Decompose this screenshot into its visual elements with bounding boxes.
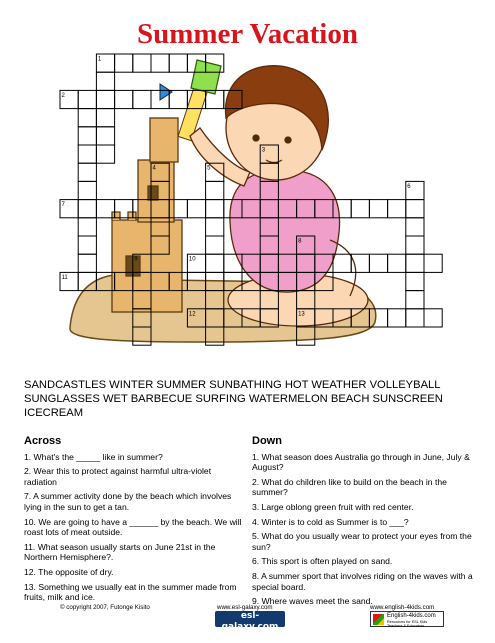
- grid-cell[interactable]: [206, 236, 224, 254]
- grid-cell[interactable]: [133, 327, 151, 345]
- grid-cell[interactable]: [151, 54, 169, 72]
- grid-cell[interactable]: [297, 254, 315, 272]
- down-clue: 8. A summer sport that involves riding on the waves with a special board.: [252, 570, 473, 592]
- across-clue: 7. A summer activity done by the beach which involves lying in the sun to get a tan.: [24, 491, 232, 512]
- grid-cell[interactable]: [260, 163, 278, 181]
- grid-number: 10: [188, 256, 196, 263]
- down-clue: 2. What do children like to build on the beach in the summer?: [252, 476, 447, 498]
- grid-cell[interactable]: [260, 291, 278, 309]
- grid-cell[interactable]: [424, 254, 442, 272]
- grid-cell[interactable]: [96, 72, 114, 90]
- grid-cell[interactable]: [224, 309, 242, 327]
- grid-number: 7: [61, 202, 65, 209]
- grid-cell[interactable]: [96, 272, 114, 290]
- grid-cell[interactable]: [78, 163, 96, 181]
- site-link-2[interactable]: www.english-4kids.com: [370, 604, 435, 611]
- grid-cell[interactable]: [206, 309, 224, 327]
- grid-cell[interactable]: [278, 254, 296, 272]
- grid-cell[interactable]: [351, 200, 369, 218]
- grid-cell[interactable]: [133, 272, 151, 290]
- across-clue: 1. What's the _____ like in summer?: [24, 451, 163, 462]
- grid-cell[interactable]: [133, 200, 151, 218]
- across-clue: 2. Wear this to protect against harmful ultra-violet radiation: [24, 466, 212, 487]
- grid-number: 5: [207, 165, 211, 172]
- grid-cell[interactable]: [260, 181, 278, 199]
- site-link-1[interactable]: www.esl-galaxy.com: [217, 604, 273, 611]
- grid-cell[interactable]: [369, 200, 387, 218]
- down-clue: 6. This sport is often played on sand.: [252, 556, 393, 567]
- grid-cell[interactable]: [151, 200, 169, 218]
- across-clue: 12. The opposite of dry.: [24, 566, 114, 577]
- grid-cell[interactable]: [406, 291, 424, 309]
- grid-cell[interactable]: [206, 54, 224, 72]
- grid-cell[interactable]: [151, 90, 169, 108]
- grid-cell[interactable]: [206, 200, 224, 218]
- down-clues: [252, 436, 474, 611]
- down-heading: Down: [252, 435, 282, 447]
- down-clue: 3. Large oblong green fruit with red center.: [252, 501, 414, 512]
- grid-cell[interactable]: [424, 309, 442, 327]
- grid-cell[interactable]: [206, 254, 224, 272]
- grid-cell[interactable]: [406, 309, 424, 327]
- grid-number: 8: [298, 238, 302, 245]
- down-clue: 5. What do you usually wear to protect your eyes from the sun?: [252, 531, 472, 552]
- grid-number: 12: [188, 311, 196, 318]
- grid-cell[interactable]: [187, 200, 205, 218]
- grid-cell[interactable]: [278, 272, 296, 290]
- grid-cell[interactable]: [187, 90, 205, 108]
- grid-cell[interactable]: [206, 291, 224, 309]
- grid-cell[interactable]: [96, 90, 114, 108]
- across-clues: [24, 436, 244, 607]
- grid-cell[interactable]: [115, 272, 133, 290]
- grid-cell[interactable]: [242, 200, 260, 218]
- grid-cell[interactable]: [260, 200, 278, 218]
- grid-cell[interactable]: [206, 272, 224, 290]
- grid-cell[interactable]: [169, 54, 187, 72]
- grid-cell[interactable]: [242, 254, 260, 272]
- across-heading: Across: [24, 435, 62, 447]
- grid-cell[interactable]: [78, 145, 96, 163]
- grid-cell[interactable]: [169, 200, 187, 218]
- logo-mark-icon: [373, 614, 384, 625]
- grid-cell[interactable]: [151, 218, 169, 236]
- grid-cell[interactable]: [351, 254, 369, 272]
- grid-cell[interactable]: [206, 181, 224, 199]
- grid-cell[interactable]: [297, 200, 315, 218]
- english-4kids-logo: English-4kids.com Resources for ESL Kids Teachers & Educators: [370, 611, 444, 627]
- grid-cell[interactable]: [388, 200, 406, 218]
- grid-cell[interactable]: [260, 218, 278, 236]
- grid-cell[interactable]: [115, 54, 133, 72]
- grid-cell[interactable]: [224, 200, 242, 218]
- grid-cell[interactable]: [78, 127, 96, 145]
- grid-cell[interactable]: [315, 254, 333, 272]
- grid-cell[interactable]: [169, 272, 187, 290]
- grid-cell[interactable]: [187, 54, 205, 72]
- grid-number: 4: [152, 165, 156, 172]
- grid-cell[interactable]: [260, 272, 278, 290]
- down-clue: 1. What season does Australia go through in June, July & August?: [252, 451, 470, 473]
- grid-cell[interactable]: [78, 90, 96, 108]
- grid-cell[interactable]: [78, 109, 96, 127]
- grid-cell[interactable]: [406, 218, 424, 236]
- grid-cell[interactable]: [78, 218, 96, 236]
- grid-cell[interactable]: [133, 309, 151, 327]
- grid-number: 9: [134, 256, 138, 263]
- grid-cell[interactable]: [96, 200, 114, 218]
- grid-number: 2: [61, 92, 65, 99]
- grid-cell[interactable]: [242, 272, 260, 290]
- esl-galaxy-logo: esl-galaxy.com ESL Teacher & Student Resources: [215, 611, 285, 627]
- grid-cell[interactable]: [388, 309, 406, 327]
- copyright-text: © copyright 2007, Futonge Kisito: [60, 604, 150, 611]
- grid-cell[interactable]: [369, 309, 387, 327]
- grid-cell[interactable]: [333, 254, 351, 272]
- grid-cell[interactable]: [96, 109, 114, 127]
- grid-cell[interactable]: [297, 291, 315, 309]
- grid-cell[interactable]: [151, 272, 169, 290]
- across-clue: 13. Something we usually eat in the summer made from fruits, milk and ice.: [24, 581, 237, 603]
- grid-number: 6: [407, 183, 411, 190]
- grid-cell[interactable]: [297, 327, 315, 345]
- grid-cell[interactable]: [260, 309, 278, 327]
- grid-cell[interactable]: [151, 236, 169, 254]
- across-clue: 11. What season usually starts on June 21st in the Northern Hemisphere?.: [24, 541, 216, 563]
- grid-cell[interactable]: [260, 236, 278, 254]
- grid-cell[interactable]: [133, 54, 151, 72]
- grid-cell[interactable]: [115, 90, 133, 108]
- grid-number: 11: [61, 274, 68, 281]
- grid-cell[interactable]: [78, 236, 96, 254]
- grid-cell[interactable]: [278, 200, 296, 218]
- grid-cell[interactable]: [96, 127, 114, 145]
- grid-cell[interactable]: [260, 254, 278, 272]
- grid-cell[interactable]: [333, 200, 351, 218]
- grid-cell[interactable]: [333, 309, 351, 327]
- page-title: Summer Vacation: [136, 18, 358, 50]
- grid-cell[interactable]: [351, 309, 369, 327]
- grid-cell[interactable]: [78, 254, 96, 272]
- grid-cell[interactable]: [406, 254, 424, 272]
- across-clue: 10. We are going to have a ______ by the beach. We will roast lots of meat outside.: [24, 516, 242, 538]
- grid-cell[interactable]: [133, 291, 151, 309]
- grid-cell[interactable]: [369, 254, 387, 272]
- grid-cell[interactable]: [315, 309, 333, 327]
- grid-cell[interactable]: [206, 327, 224, 345]
- grid-cell[interactable]: [206, 90, 224, 108]
- grid-cell[interactable]: [224, 90, 242, 108]
- grid-cell[interactable]: [297, 272, 315, 290]
- down-clue: 4. Winter is to cold as Summer is to ___?: [252, 516, 409, 527]
- grid-number: 13: [298, 311, 305, 318]
- word-bank: SANDCASTLES WINTER SUMMER SUNBATHING HOT WEATHER VOLLEYBALL SUNGLASSES WET BARBECUE SURFING WATERMELON BEACH SUNSCREEN ICECREAM: [24, 379, 443, 419]
- grid-cell[interactable]: [224, 254, 242, 272]
- grid-cell[interactable]: [315, 200, 333, 218]
- down-clue: 9. Where waves meet the sand.: [252, 596, 373, 607]
- grid-cell[interactable]: [242, 309, 260, 327]
- grid-cell[interactable]: [406, 200, 424, 218]
- grid-cell[interactable]: [315, 272, 333, 290]
- grid-cell[interactable]: [388, 254, 406, 272]
- grid-number: 1: [97, 56, 102, 63]
- grid-cell[interactable]: [406, 236, 424, 254]
- grid-cell[interactable]: [133, 90, 151, 108]
- grid-cell[interactable]: [96, 145, 114, 163]
- grid-cell[interactable]: [206, 218, 224, 236]
- grid-cell[interactable]: [78, 181, 96, 199]
- grid-cell[interactable]: [224, 272, 242, 290]
- grid-cell[interactable]: [115, 200, 133, 218]
- grid-cell[interactable]: [187, 272, 205, 290]
- grid-number: 3: [261, 147, 266, 154]
- grid-cell[interactable]: [78, 272, 96, 290]
- grid-cell[interactable]: [406, 272, 424, 290]
- grid-cell[interactable]: [78, 200, 96, 218]
- grid-cell[interactable]: [151, 181, 169, 199]
- grid-cell[interactable]: [169, 90, 187, 108]
